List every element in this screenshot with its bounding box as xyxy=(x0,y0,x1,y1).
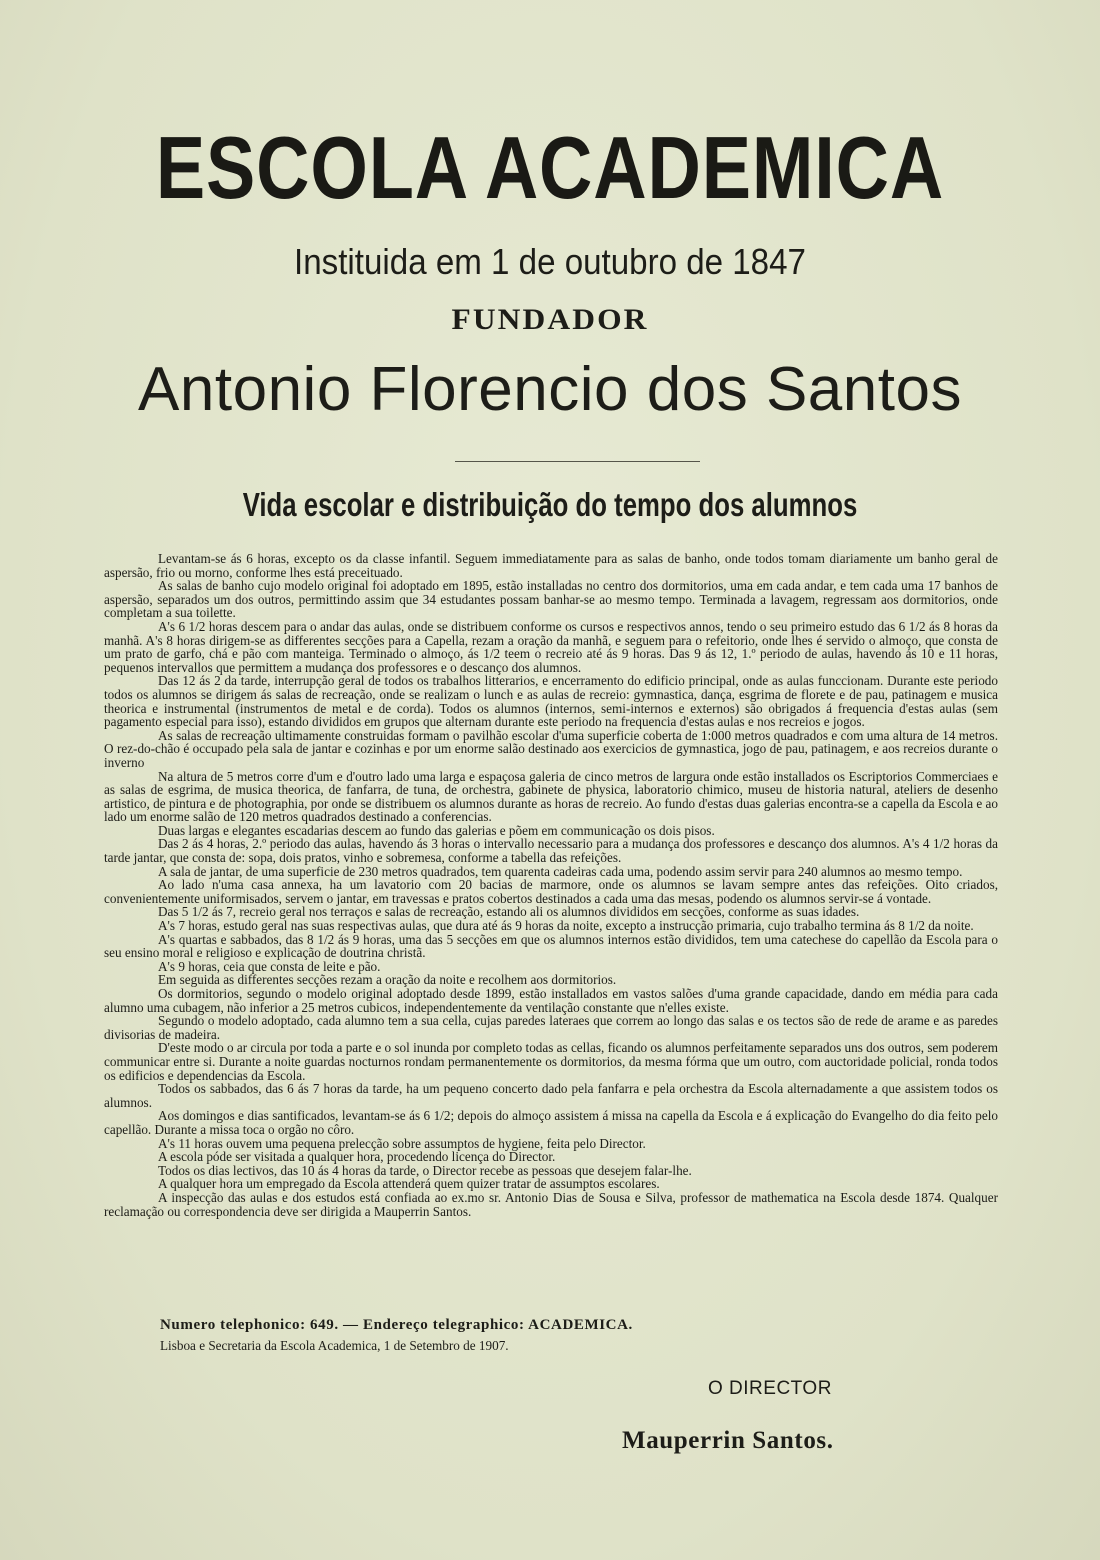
paragraph: Levantam-se ás 6 horas, excepto os da classe infantil. Seguem immediatamente para as salas de banho, onde todos tomam diariamente um banho geral de aspersão, frio ou morno, conforme lhes está preceituado. xyxy=(104,551,998,580)
paragraph: A escola póde ser visitada a qualquer hora, procedendo licença do Director. xyxy=(158,1149,556,1165)
paragraph: Os dormitorios, segundo o modelo original adoptado desde 1899, estão installados em vastos salões d'uma grande capacidade, dando em média para cada alumno uma cubagem, não inferior a 25 metros cubicos, independentemente da ventilação constante que n'elles existe. xyxy=(104,986,998,1015)
paragraph: Aos domingos e dias santificados, levantam-se ás 6 1/2; depois do almoço assistem á missa na capella da Escola e á explicação do Evangelho do dia feito pelo capellão. Durante a missa toca o orgão no côro. xyxy=(104,1108,998,1137)
section-heading: Vida escolar e distribuição do tempo dos alumnos xyxy=(242,486,858,523)
paragraph: Todos os dias lectivos, das 10 ás 4 horas da tarde, o Director recebe as pessoas que desejem falar-lhe. xyxy=(158,1162,692,1178)
paragraph: Em seguida as differentes secções rezam a oração da noite e recolhem aos dormitorios. xyxy=(158,972,617,988)
paragraph: A's 9 horas, ceia que consta de leite e pão. xyxy=(158,958,381,974)
paragraph: Todos os sabbados, das 6 ás 7 horas da tarde, ha um pequeno concerto dado pela fanfarra e pela orchestra da Escola alternadamente a que assistem todos os alumnos. xyxy=(104,1081,998,1110)
paragraph: A inspecção das aulas e dos estudos está confiada ao ex.mo sr. Antonio Dias de Sousa e Silva, professor de mathematica na Escola desde 1874. Qualquer reclamação ou correspondencia deve ser dirigida a Mauperrin Santos. xyxy=(104,1189,998,1219)
paragraph: Segundo o modelo adoptado, cada alumno tem a sua cella, cujas paredes lateraes que correm ao longo das salas e os tectos são de rede de arame e as paredes divisorias de madeira. xyxy=(104,1013,998,1042)
founding-date-line: Instituida em 1 de outubro de 1847 xyxy=(294,241,806,282)
contact-line: Numero telephonico: 649. — Endereço telegraphico: ACADEMICA. xyxy=(160,1317,633,1333)
divider-rule xyxy=(455,461,700,462)
paragraph: A sala de jantar, de uma superficie de 230 metros quadrados, tem quarenta cadeiras cada uma, podendo assim servir para 240 alumnos ao mesmo tempo. xyxy=(158,863,963,879)
paragraph: Das 5 1/2 ás 7, recreio geral nos terraços e salas de recreação, estando ali os alumnos divididos em secções, conforme as suas idades. xyxy=(158,904,860,920)
founder-name: Antonio Florencio dos Santos xyxy=(138,355,962,424)
paragraph: A's 11 horas ouvem uma pequena prelecção sobre assumptos de hygiene, feita pelo Director. xyxy=(158,1135,646,1151)
body-text xyxy=(104,552,998,1218)
paragraph: A's 6 1/2 horas descem para o andar das aulas, onde se distribuem conforme os cursos e respectivos annos, tendo o seu primeiro estudo das 6 1/2 ás 8 horas da manhã. A's 8 horas dirigem-se as differentes secções para a Capella, rezam a oração da manhã, e seguem para o refeitorio, onde lhes é servido o almoço, que consta de um prato de garfo, chá e pão com manteiga. Terminado o almoço, ás 1/2 teem o recreio até ás 9 horas. Das 9 ás 12, 1.º periodo de aulas, havendo ás 10 e 11 horas, pequenos intervallos que permittem a mudança dos professores e o descanço dos alumnos. xyxy=(104,618,998,675)
paragraph: D'este modo o ar circula por toda a parte e o sol inunda por completo todas as cellas, ficando os alumnos perfeitamente separados uns dos outros, sem poderem communicar entre si. Durante a noite guardas nocturnos rondam permanentemente os dormitorios, da mesma fórma que um outro, com auctoridade policial, ronda todos os edificios e dependencias da Escola. xyxy=(104,1040,998,1083)
poster-title: ESCOLA ACADEMICA xyxy=(155,118,945,217)
paragraph: As salas de recreação ultimamente construidas formam o pavilhão escolar d'uma superficie coberta de 1:000 metros quadrados e com uma altura de 14 metros. O rez-do-chão é occupado pela sala de jantar e cozinhas e por um enorme salão destinado aos exercicios de gymnastica, jogo de pau, patinagem, e aos recreios durante o inverno xyxy=(104,727,998,770)
paragraph: Das 2 ás 4 horas, 2.º periodo das aulas, havendo ás 3 horas o intervallo necessario para a mudança dos professores e descanço dos alumnos. A's 4 1/2 horas da tarde jantar, que consta de: sopa, dois pratos, vinho e sobremesa, conforme a tabella das refeições. xyxy=(104,836,998,866)
place-date-line: Lisboa e Secretaria da Escola Academica, 1 de Setembro de 1907. xyxy=(160,1338,509,1353)
founder-label: FUNDADOR xyxy=(451,303,649,336)
paragraph: Duas largas e elegantes escadarias descem ao fundo das galerias e põem em communicação os dois pisos. xyxy=(158,822,715,838)
paragraph: A qualquer hora um empregado da Escola attenderá quem quizer tratar de assumptos escolares. xyxy=(158,1176,660,1192)
paragraph: Ao lado n'uma casa annexa, ha um lavatorio com 20 bacias de marmore, onde os alumnos se lavam sempre antes das refeições. Oito criados, convenientemente uniformisados, servem o jantar, em travessas e pratos cobertos destinados a cada uma das mesas, podendo os alumnos servir-se á vontade. xyxy=(104,877,998,906)
director-signature-name: Mauperrin Santos. xyxy=(622,1427,834,1454)
paragraph: As salas de banho cujo modelo original foi adoptado em 1895, estão installadas no centro dos dormitorios, uma em cada andar, e tem cada uma 17 banhos de aspersão, separados um dos outros, permittindo assim que 34 estudantes possam banhar-se ao mesmo tempo. Terminada a lavagem, regressam aos dormitorios, onde completam a sua toilette. xyxy=(104,578,998,621)
paragraph: A's quartas e sabbados, das 8 1/2 ás 9 horas, uma das 5 secções em que os alumnos internos estão divididos, tem uma catechese do capellão da Escola para o seu ensino moral e religioso e explicação de doutrina christã. xyxy=(104,931,998,961)
paragraph: Na altura de 5 metros corre d'um e d'outro lado uma larga e espaçosa galeria de cinco metros de largura onde estão installados os Escriptorios Commerciaes e as salas de esgrima, de musica theorica, de fanfarra, de tuna, de orchestra, gabinete de physica, laboratorio chimico, museu de historia natural, ateliers de desenho artistico, de pintura e de photographia, por onde se distribuem os alumnos durante as horas de recreio. Ao fundo d'estas duas galerias encontra-se a capella da Escola e ao lado um enorme salão de 120 metros quadrados destinado a conferencias. xyxy=(104,768,998,825)
paragraph: A's 7 horas, estudo geral nas suas respectivas aulas, que dura até ás 9 horas da noite, excepto a instrucção primaria, cujo trabalho termina ás 8 1/2 da noite. xyxy=(158,918,974,934)
director-label: O DIRECTOR xyxy=(708,1378,832,1399)
paragraph: Das 12 ás 2 da tarde, interrupção geral de todos os trabalhos litterarios, e encerramento do edificio principal, onde as aulas funccionam. Durante este periodo todos os alumnos se dirigem ás salas de recreação, onde se realizam o lunch e as aulas de recreio: gymnastica, dança, esgrima de florete e de pau, patinagem e musica theorica e instrumental (instrumentos de metal e de corda). Todos os alumnos (internos, semi-internos e externos) são obrigados á frequencia d'estas aulas (sem pagamento especial para isso), estando divididos em grupos que alternam durante este periodo na frequencia d'estas aulas e nos recreios e jogos. xyxy=(104,673,998,730)
